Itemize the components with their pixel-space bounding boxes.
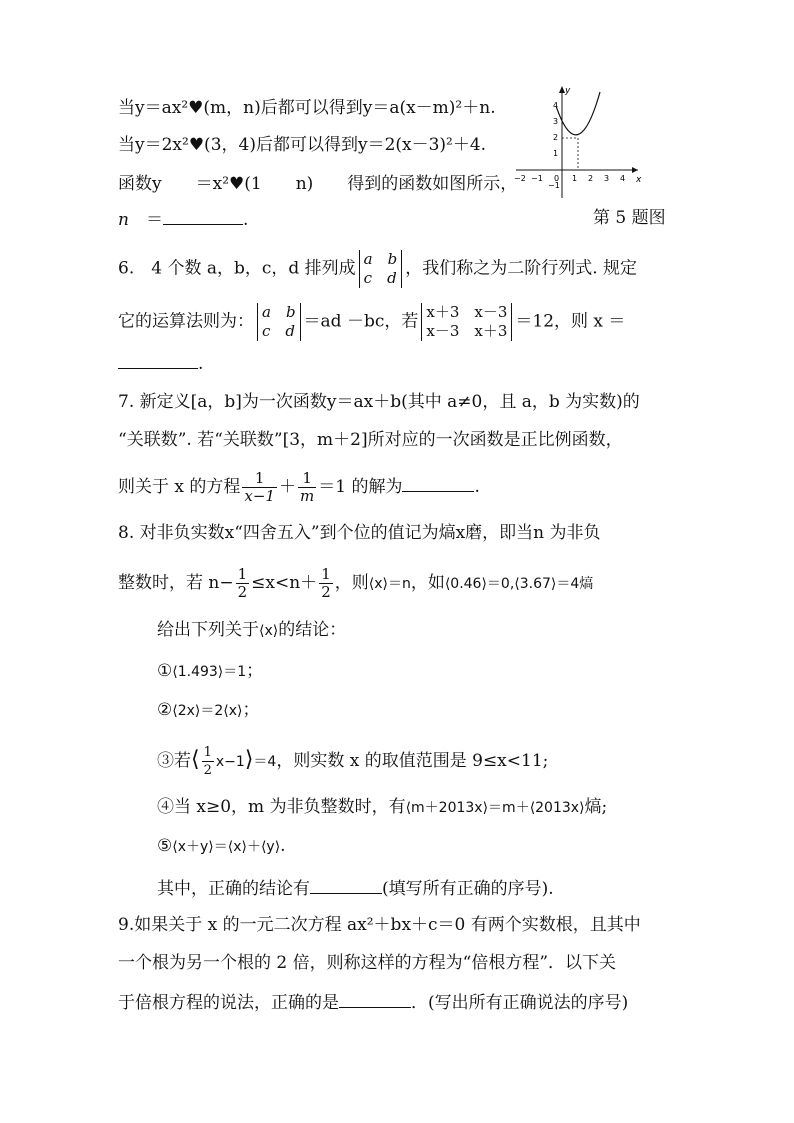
q7-period: . [474,477,480,497]
q8-item-3 [157,744,548,779]
q8-item-1 [157,659,263,684]
item-expression: ⟨1.493⟩＝1 [172,664,247,680]
fraction-numerator: 1 [203,745,212,760]
q7-fraction-1 [242,470,277,505]
q8-line2 [118,566,593,601]
det-row: x－3 x＋3 [426,322,508,340]
x-tick-label: 0 [554,174,560,183]
q6-line2 [118,303,625,341]
item-value: ＝4 [253,754,277,770]
q8-item-5 [157,834,286,859]
q5-answer-blank[interactable] [163,206,243,225]
q9-line1: 9.如果关于 x 的一元二次方程 ax²＋bx＋c＝0 有两个实数根，且其中 [118,915,641,935]
q8-intro-text: 给出下列关于 [157,620,259,640]
q7-equation-label: 则关于 x 的方程 [118,477,241,497]
q9-line2: 一个根为另一个根的 2 倍，则称这样的方程为“倍根方程”．以下关 [118,953,617,973]
item-suffix: ； [242,700,260,720]
y-tick-label: 3 [553,117,559,126]
x-tick-label: 2 [588,174,594,183]
x-tick-label: 4 [620,174,626,183]
q5-equals: ＝ [128,210,163,230]
q6-condition: ＝12，则 x ＝ [515,311,626,332]
q6-answer-blank[interactable] [118,350,198,369]
parabola-curve [556,92,600,135]
q8-item-4 [157,795,607,820]
q5-parabola-graph [512,84,642,202]
fraction-numerator: 1 [321,565,331,583]
q8-example-label: ，如 [410,573,445,593]
fraction-half [202,744,214,779]
item-conclusion: ，则实数 x 的取值范围是 9≤x<11; [276,751,549,771]
fraction-denominator: 2 [237,583,248,601]
q9-line3 [118,989,628,1015]
y-tick-label: 1 [553,149,559,158]
q8-intro-symbol: ⟨x⟩ [259,623,279,639]
q6-line1 [118,250,637,288]
item-suffix: ； [246,661,264,681]
q8-condition-a: 整数时，若 n− [118,573,234,593]
fraction-denominator: x−1 [244,487,275,505]
fraction-denominator: 2 [321,583,331,601]
det-row: a b [262,303,296,321]
y-axis-label: y [565,86,571,96]
q5-var-n: n [118,210,129,230]
item-expression: ⟨m＋2013x⟩＝m＋⟨2013x⟩ [405,800,585,816]
x-tick-label: −2 [514,174,526,183]
q6-rule-formula: ＝ad －bc，若 [303,311,419,332]
determinant-abcd [257,303,301,341]
q8-item-2 [157,698,259,723]
fraction-numerator: 1 [237,565,248,583]
q8-conclusion-label: 其中，正确的结论有 [157,879,310,899]
q7-answer-blank[interactable] [402,473,474,492]
q7-fraction-2 [298,470,316,505]
item-number: ② [157,700,173,720]
det-row: x＋3 x－3 [426,303,508,321]
q7-plus: ＋ [278,477,296,497]
q5-line1: 当y＝ax²♥(m，n)后都可以得到y＝a(x－m)²＋n. [118,98,496,118]
fraction-half [319,566,333,601]
q8-examples: ⟨0.46⟩＝0,⟨3.67⟩＝4熇 [444,576,594,592]
right-angle-bracket: ⟩ [244,747,254,772]
q8-intro [157,618,346,643]
x-tick-label: 1 [572,174,578,183]
q7-solution-label: ＝1 的解为 [318,477,403,497]
q8-answer-blank[interactable] [310,875,382,894]
q8-intro-rest: 的结论： [278,620,347,640]
q6-period: . [198,354,204,374]
q6-line1-rest: ，我们称之为二阶行列式. 规定 [405,258,638,279]
item-number: ① [157,661,173,681]
item-expression: ⟨2x⟩＝2⟨x⟩ [172,703,243,719]
item-suffix: 熇; [584,797,608,817]
left-angle-bracket: ⟨ [191,747,200,772]
q6-line3 [118,350,203,376]
item-suffix: . [280,836,286,856]
q5-line4 [118,206,248,232]
q7-line3 [118,470,480,505]
q5-period: . [242,210,249,230]
q9-hint: ．(写出所有正确说法的序号) [411,993,629,1013]
q5-caption: 第 5 题图 [593,208,666,228]
x-tick-label: −1 [531,174,543,183]
q8-conclusion-hint: (填写所有正确的序号). [382,879,554,899]
fraction-half [236,566,250,601]
det-row: c d [363,269,397,287]
item-number: ③若 [157,751,191,771]
q5-line2: 当y＝2x²♥(3，4)后都可以得到y＝2(x－3)²＋4. [118,135,487,155]
fraction-denominator: 2 [203,763,212,778]
det-row: a b [363,250,398,268]
fraction-numerator: 1 [298,470,316,488]
determinant-abcd [359,250,403,288]
fraction-numerator: 1 [242,470,277,488]
q8-conclusion [157,875,554,901]
q9-question: 于倍根方程的说法，正确的是 [118,993,339,1013]
x-tick-label: 3 [604,174,610,183]
x-axis-arrow [632,167,638,173]
fraction-denominator: m [299,487,315,505]
q9-answer-blank[interactable] [339,989,411,1008]
q6-rule-label: 它的运算法则为： [118,311,254,332]
q6-line1-text: 6. 4 个数 a，b，c，d 排列成 [118,258,356,279]
q7-line1: 7. 新定义[a，b]为一次函数y＝ax＋b(其中 a≠0，且 a，b 为实数)的 [118,392,640,412]
q8-condition-b: ≤x<n＋ [251,573,318,593]
item-condition: ④当 x≥0，m 为非负整数时，有 [157,797,406,817]
q8-then: ，则 [334,573,369,593]
q8-line1: 8. 对非负实数x“四舍五入”到个位的值记为熇x磨，即当n 为非负 [118,523,601,543]
item-expression: x−1 [215,754,245,770]
y-tick-label: 4 [553,101,559,110]
determinant-x [421,303,512,341]
q7-line2: “关联数”. 若“关联数”[3，m＋2]所对应的一次函数是正比例函数， [118,430,623,450]
item-expression: ⟨x＋y⟩＝⟨x⟩＋⟨y⟩ [172,839,281,855]
y-tick-label: 2 [553,133,559,142]
q8-definition: ⟨x⟩＝n [368,576,411,592]
item-number: ⑤ [157,836,173,856]
y-tick-label: −1 [548,181,560,190]
x-axis-label: x [636,175,642,185]
det-row: c d [262,322,296,340]
q5-line3: 函数y ＝x²♥(1 n) 得到的函数如图所示， [118,174,518,194]
